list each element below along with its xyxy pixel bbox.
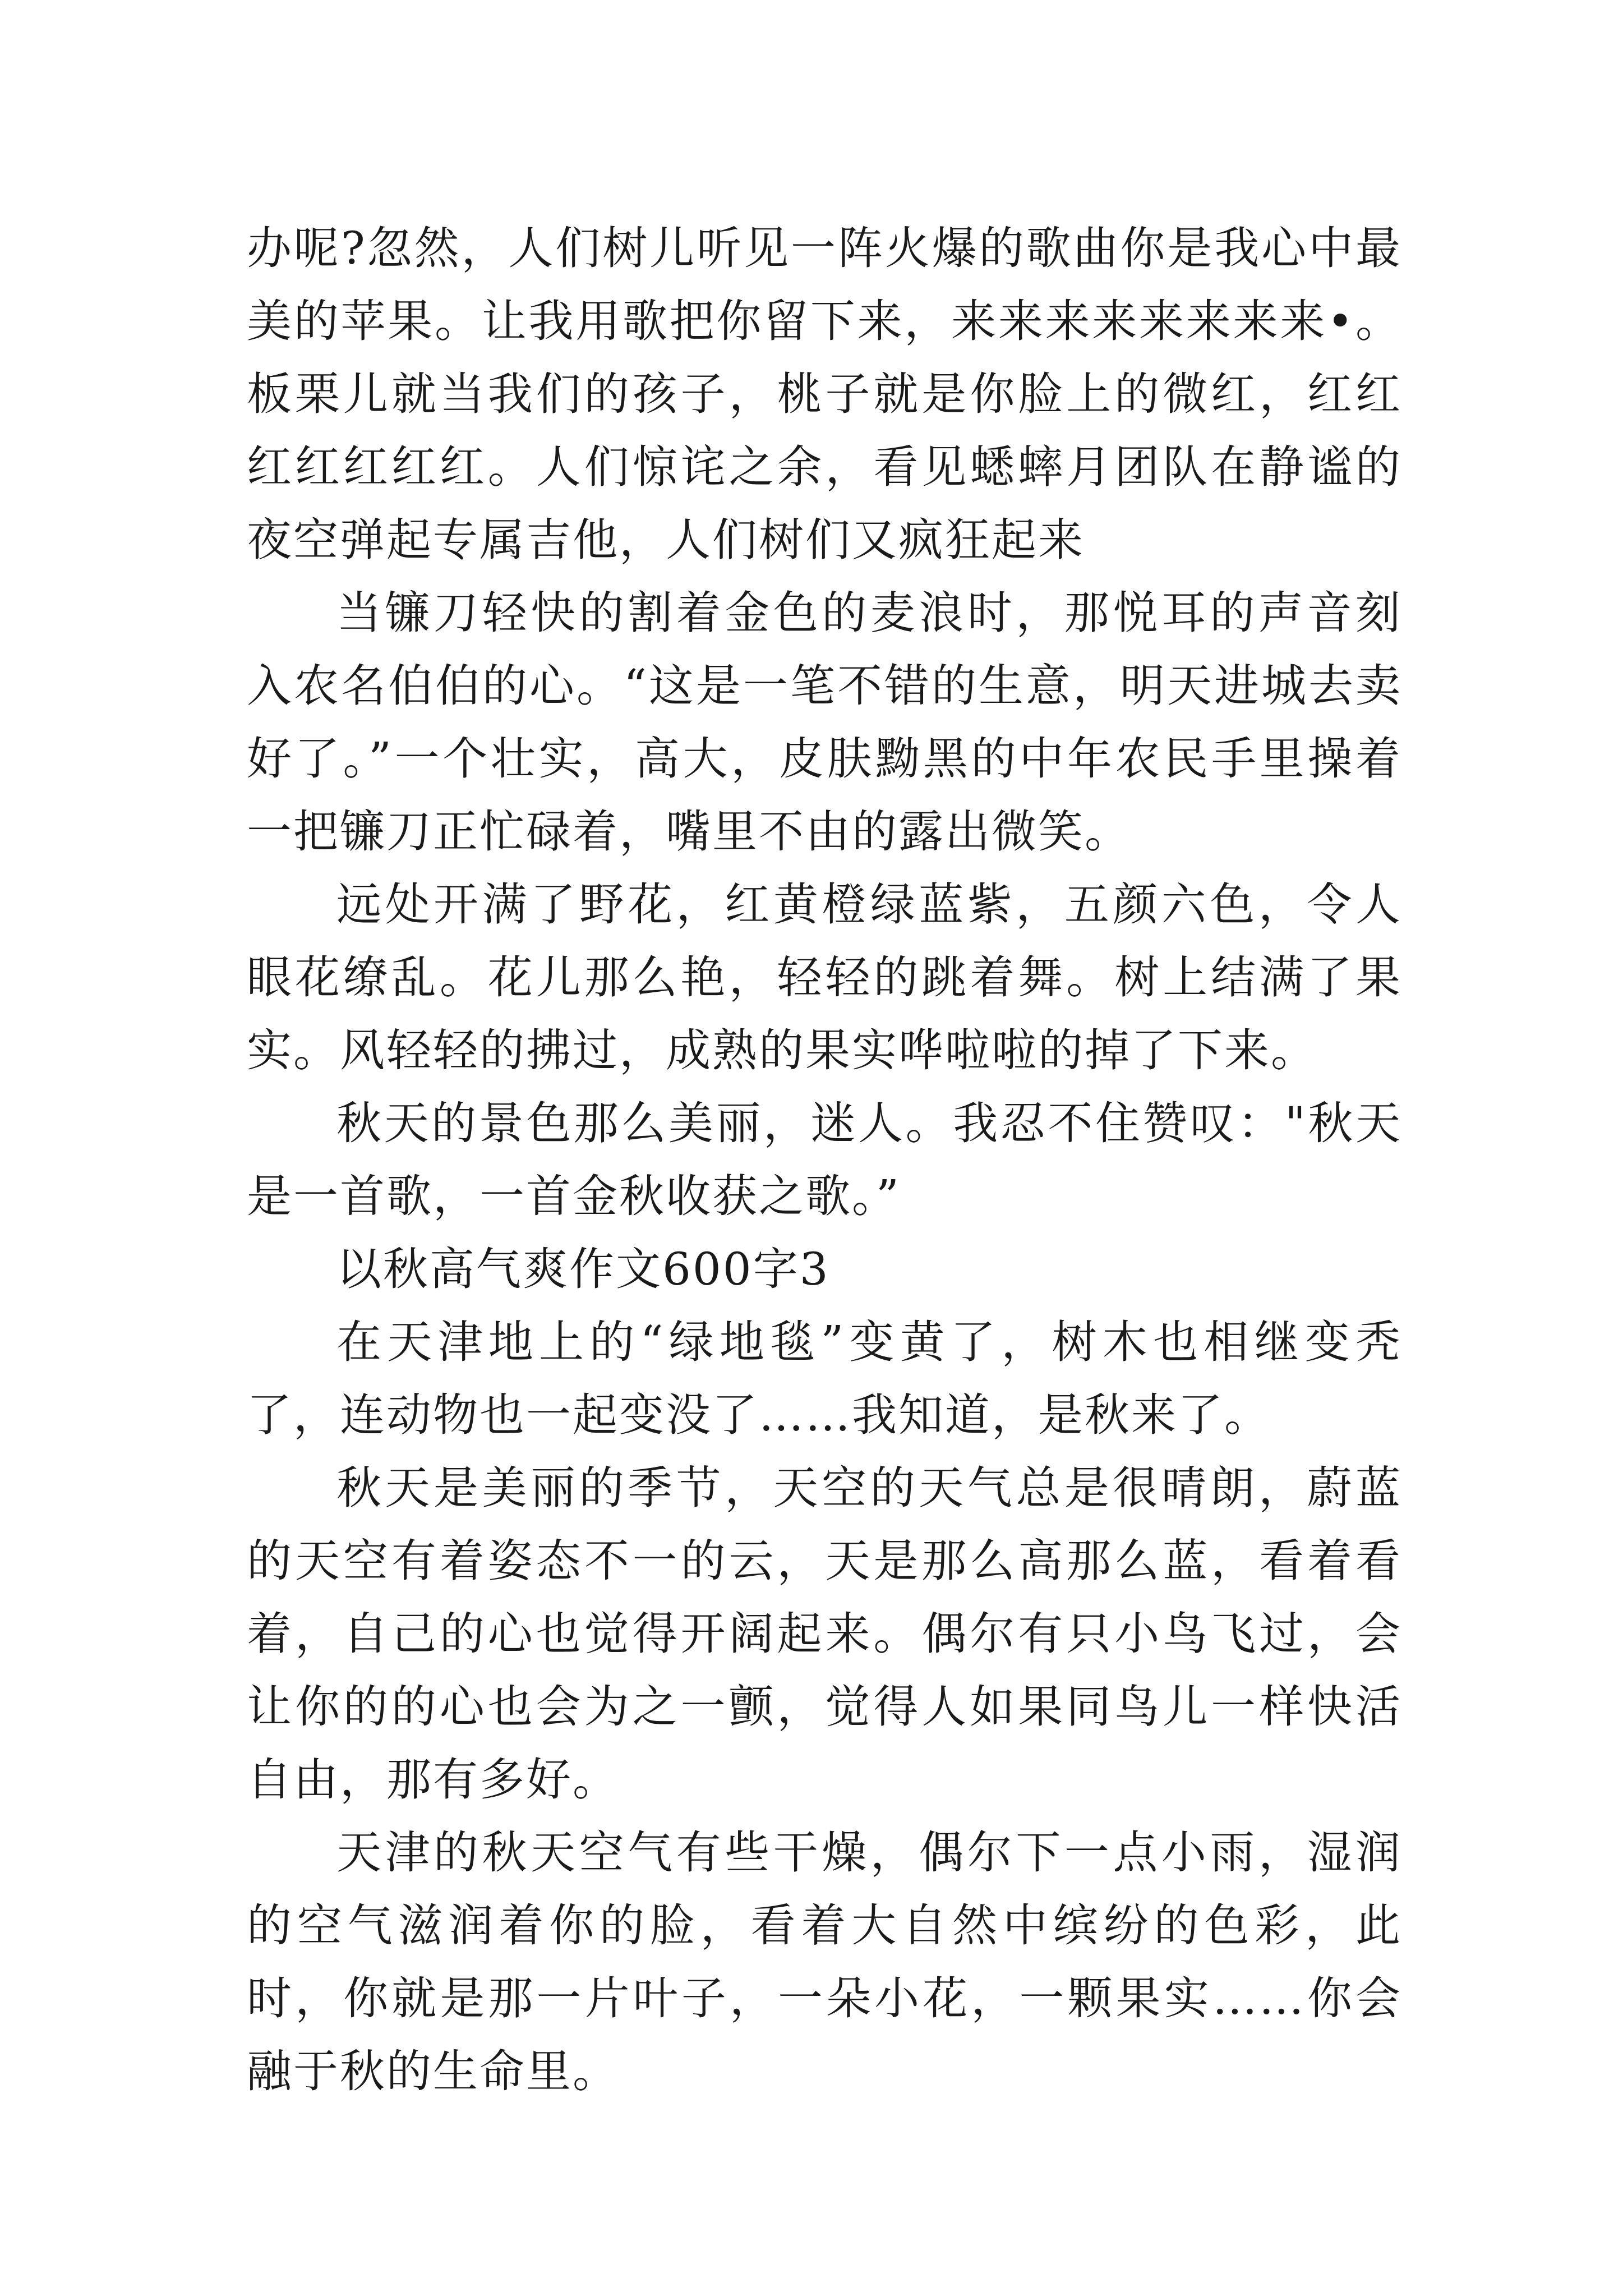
paragraph-dry-air: 天津的秋天空气有些干燥，偶尔下一点小雨，湿润的空气滋润着你的脸，看着大自然中缤纷的色彩，此时，你就是那一片叶子，一朵小花，一颗果实……你会融于秋的生命里。 xyxy=(247,1826,1402,2097)
paragraph-beautiful-season: 秋天是美丽的季节，天空的天气总是很晴朗，蔚蓝的天空有着姿态不一的云，天是那么高那么蓝，看着看着，自己的心也觉得开阔起来。偶尔有只小鸟飞过，会让你的的心也会为之一颤，觉得人如果同鸟儿一样快活自由，那有多好。 xyxy=(247,1462,1402,1806)
essay-title: 以秋高气爽作文600字3 xyxy=(336,1243,830,1295)
paragraph-autumn-song: 秋天的景色那么美丽，迷人。我忍不住赞叹："秋天是一首歌，一首金秋收获之歌。” xyxy=(247,1097,1402,1222)
paragraph-sickle-harvest: 当镰刀轻快的割着金色的麦浪时，那悦耳的声音刻入农名伯伯的心。“这是一笔不错的生意，明天进城去卖好了。”一个壮实，高大，皮肤黝黑的中年农民手里操着一把镰刀正忙碌着，嘴里不由的露出微笑。 xyxy=(247,587,1402,858)
paragraph-continuation: 办呢?忽然，人们树儿听见一阵火爆的歌曲你是我心中最美的苹果。让我用歌把你留下来，来来来来来来来来•。板栗儿就当我们的孩子，桃子就是你脸上的微红，红红红红红红红。人们惊诧之余，看见蟋蟀月团队在静谧的夜空弹起专属吉他，人们树们又疯狂起来 xyxy=(247,222,1402,566)
document-body xyxy=(247,212,1402,2108)
paragraph-wildflowers: 远处开满了野花，红黄橙绿蓝紫，五颜六色，令人眼花缭乱。花儿那么艳，轻轻的跳着舞。树上结满了果实。风轻轻的拂过，成熟的果实哗啦啦的掉了下来。 xyxy=(247,878,1402,1076)
paragraph-green-carpet: 在天津地上的“绿地毯”变黄了，树木也相继变秃了，连动物也一起变没了……我知道，是秋来了。 xyxy=(247,1316,1402,1441)
